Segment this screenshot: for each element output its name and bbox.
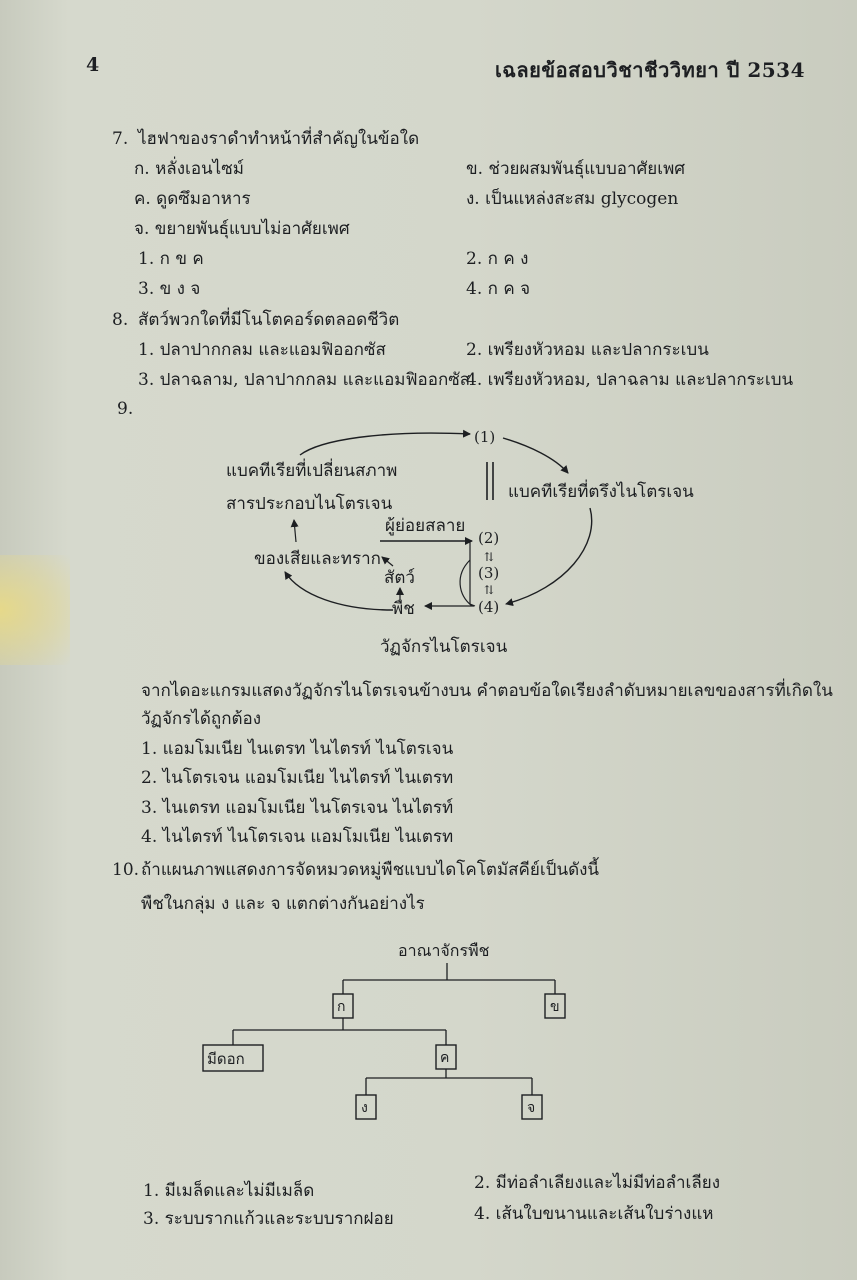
q9-choice-3: 3. ไนเตรท แอมโมเนีย ไนโตรเจน ไนไตรท์ — [141, 798, 454, 818]
q10-choice-3: 3. ระบบรากแก้วและระบบรากฝอย — [143, 1209, 394, 1229]
q10-choice-2: 2. มีท่อลำเลียงและไม่มีท่อลำเลียง — [474, 1173, 721, 1193]
tree-node-d: ง — [361, 1100, 368, 1116]
tree-node-c: ค — [440, 1050, 450, 1066]
equilibrium-3-4: ⇅ — [484, 583, 495, 597]
q9-choice-4: 4. ไนไตรท์ ไนโตรเจน แอมโมเนีย ไนเตรท — [141, 827, 454, 847]
cycle-changing-bacteria-line1: แบคทีเรียที่เปลี่ยนสภาพ — [226, 461, 398, 481]
dichotomous-tree — [203, 963, 565, 1119]
q9-number: 9. — [117, 399, 134, 419]
q10-number: 10. — [112, 860, 140, 880]
q9-choice-1: 1. แอมโมเนีย ไนเตรท ไนไตรท์ ไนโตรเจน — [141, 739, 454, 759]
q8-choice-4: 4. เพรียงหัวหอม, ปลาฉลาม และปลากระเบน — [466, 370, 794, 390]
q10-choice-1: 1. มีเมล็ดและไม่มีเมล็ด — [143, 1181, 315, 1201]
arrow-animal-to-waste — [382, 557, 393, 566]
q9-choice-2: 2. ไนโตรเจน แอมโมเนีย ไนไตรท์ ไนเตรท — [141, 768, 454, 788]
q7-stem: ไฮฟาของราดำทำหน้าที่สำคัญในข้อใด — [138, 129, 420, 149]
cycle-node-3: (3) — [478, 564, 500, 582]
cycle-changing-bacteria-line2: สารประกอบไนโตรเจน — [226, 494, 393, 514]
cycle-node-4: (4) — [478, 598, 500, 616]
decomposer-path — [470, 541, 475, 606]
arrow-waste-to-bacteria — [294, 520, 296, 542]
q7-choice-1: 1. ก ข ค — [138, 249, 204, 269]
q7-option-d: ง. เป็นแหล่งสะสม glycogen — [466, 189, 679, 209]
cycle-waste: ของเสียและทราก — [254, 549, 381, 569]
q8-number: 8. — [112, 310, 129, 330]
q7-option-e: จ. ขยายพันธุ์แบบไม่อาศัยเพศ — [134, 219, 350, 239]
q9-stem-line2: วัฏจักรได้ถูกต้อง — [141, 709, 262, 729]
tree-root: อาณาจักรพืช — [398, 941, 490, 960]
q7-option-b: ข. ช่วยผสมพันธุ์แบบอาศัยเพศ — [466, 159, 686, 179]
arrow-fixing-to-node-4 — [506, 508, 592, 604]
q8-choice-1: 1. ปลาปากกลม และแอมฟิออกซัส — [138, 340, 386, 360]
q9-stem-line1: จากไดอะแกรมแสดงวัฏจักรไนโตรเจนข้างบน คำตอบข้อใดเรียงลำดับหมายเลขของสารที่เกิดใน — [141, 681, 833, 701]
cycle-decomposer: ผู้ย่อยสลาย — [385, 516, 466, 536]
q7-option-c: ค. ดูดซึมอาหาร — [134, 189, 251, 209]
q7-choice-4: 4. ก ค จ — [466, 279, 531, 299]
q8-choice-3: 3. ปลาฉลาม, ปลาปากกลม และแอมฟิออกซัส — [138, 370, 471, 390]
page-number: 4 — [86, 54, 100, 76]
q7-number: 7. — [112, 129, 129, 149]
cycle-caption: วัฏจักรไนโตรเจน — [380, 637, 508, 657]
q7-choice-3: 3. ข ง จ — [138, 279, 201, 299]
q10-choice-4: 4. เส้นใบขนานและเส้นใบร่างแห — [474, 1204, 714, 1224]
q8-stem: สัตว์พวกใดที่มีโนโตคอร์ดตลอดชีวิต — [138, 310, 400, 330]
tree-node-b: ข — [550, 999, 560, 1015]
tree-node-a: ก — [337, 999, 346, 1015]
q7-choice-2: 2. ก ค ง — [466, 249, 529, 269]
cycle-node-1: (1) — [474, 428, 496, 446]
equilibrium-2-3: ⇅ — [484, 550, 495, 564]
q10-stem-line2: พืชในกลุ่ม ง และ จ แตกต่างกันอย่างไร — [141, 894, 425, 914]
q8-choice-2: 2. เพรียงหัวหอม และปลากระเบน — [466, 340, 709, 360]
arrow-plant-to-waste — [285, 572, 393, 610]
cycle-animal: สัตว์ — [384, 568, 415, 588]
page-header-title: เฉลยข้อสอบวิชาชีววิทยา ปี 2534 — [494, 58, 805, 82]
q10-stem-line1: ถ้าแผนภาพแสดงการจัดหมวดหมู่พืชแบบไดโคโตมัสคีย์เป็นดังนี้ — [141, 860, 600, 880]
arrow-node-1-to-fixing — [503, 438, 568, 473]
tree-node-e: จ — [527, 1100, 536, 1116]
cycle-plant: พืช — [392, 599, 415, 619]
tree-node-flower: มีดอก — [207, 1050, 245, 1068]
arrow-to-node-1 — [300, 433, 470, 455]
cycle-node-2: (2) — [478, 529, 500, 547]
q7-option-a: ก. หลั่งเอนไซม์ — [134, 159, 244, 179]
cycle-fixing-bacteria: แบคทีเรียที่ตรึงไนโตรเจน — [508, 482, 694, 502]
